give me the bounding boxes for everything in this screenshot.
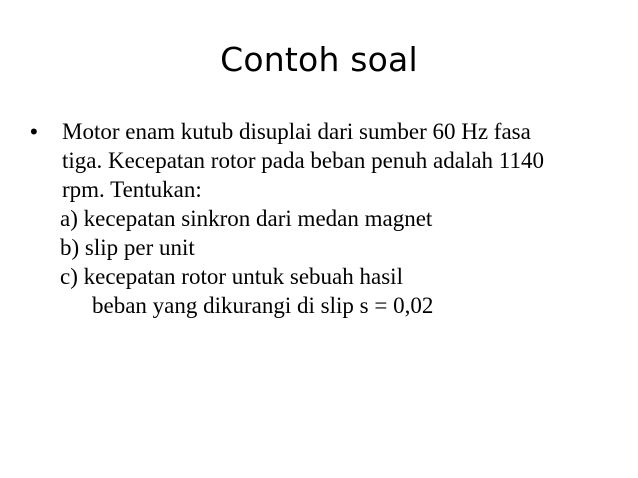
bullet-text-line-3: rpm. Tentukan: <box>62 177 202 202</box>
slide-content <box>30 117 610 320</box>
sub-item-c-continuation: beban yang dikurangi di slip s = 0,02 <box>92 293 434 318</box>
slide-title: Contoh soal <box>220 40 418 79</box>
bullet-text-line-2: tiga. Kecepatan rotor pada beban penuh adalah 1140 <box>62 148 544 173</box>
bullet-text-line-1: Motor enam kutub disuplai dari sumber 60 Hz fasa <box>62 119 531 144</box>
bullet-item <box>30 117 610 204</box>
sub-item-a: a) kecepatan sinkron dari medan magnet <box>60 206 433 231</box>
sub-item-b: b) slip per unit <box>60 235 195 260</box>
sub-item-c: c) kecepatan rotor untuk sebuah hasil <box>60 264 403 289</box>
bullet-icon: • <box>30 119 38 144</box>
